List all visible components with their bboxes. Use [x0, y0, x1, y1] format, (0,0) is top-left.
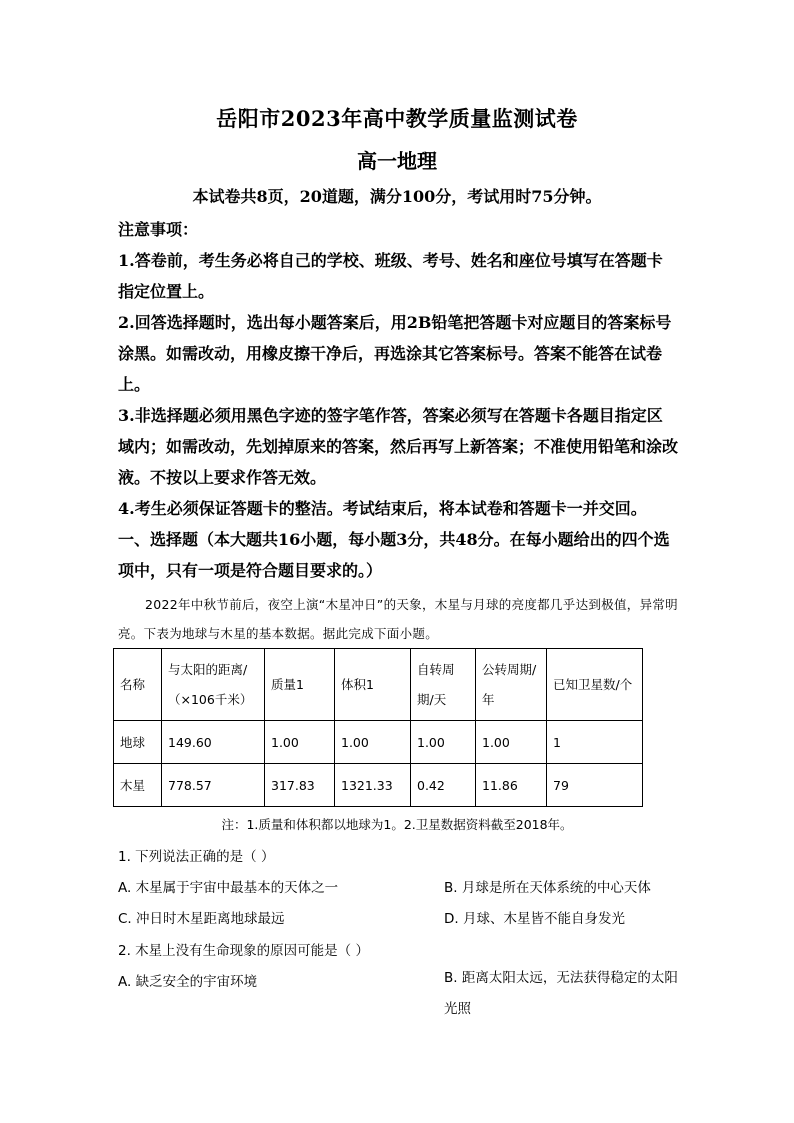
- exam-title: 岳阳市2023年高中教学质量监测试卷: [216, 106, 578, 131]
- reading-passage: 2022年中秋节前后，夜空上演“木星冲日”的天象，木星与月球的亮度都几乎达到极值，异常明亮。下表为地球与木星的基本数据。据此完成下面小题。: [118, 597, 678, 641]
- table-cell: 79: [547, 764, 643, 807]
- instruction-item: 2.回答选择题时，选出每小题答案后，用2B铅笔把答题卡对应题目的答案标号涂黑。如需改动，用橡皮擦干净后，再选涂其它答案标号。答案不能答在试卷上。: [118, 313, 672, 394]
- table-cell: 1: [547, 721, 643, 764]
- planet-data-table: [113, 648, 643, 807]
- table-cell: 1321.33: [335, 764, 411, 807]
- table-row: [114, 764, 643, 807]
- table-row: [114, 721, 643, 764]
- question-2-stem: 2. 木星上没有生命现象的原因可能是（ ）: [118, 943, 369, 959]
- table-cell: 1.00: [411, 721, 476, 764]
- table-header-cell: 名称: [114, 649, 162, 721]
- instruction-item: 4.考生必须保证答题卡的整洁。考试结束后，将本试卷和答题卡一并交回。: [118, 499, 647, 518]
- question-1-option-b: B. 月球是所在天体系统的中心天体: [444, 880, 651, 896]
- instructions-heading: 注意事项：: [118, 220, 199, 239]
- table-header-cell: 公转周期/年: [476, 649, 547, 721]
- question-2-option-b: B. 距离太阳太远，无法获得稳定的太阳光照: [444, 970, 678, 1017]
- table-header-cell: 自转周期/天: [411, 649, 476, 721]
- instruction-item: 1.答卷前，考生务必将自己的学校、班级、考号、姓名和座位号填写在答题卡指定位置上。: [118, 251, 663, 301]
- table-header-cell: 已知卫星数/个: [547, 649, 643, 721]
- table-cell: 地球: [114, 721, 162, 764]
- table-cell: 11.86: [476, 764, 547, 807]
- table-cell: 木星: [114, 764, 162, 807]
- question-1-stem: 1. 下列说法正确的是（ ）: [118, 849, 275, 865]
- table-cell: 1.00: [265, 721, 335, 764]
- section-heading: 一、选择题（本大题共16小题，每小题3分，共48分。在每小题给出的四个选项中，只有一项是符合题目要求的。）: [118, 530, 670, 580]
- question-1-option-d: D. 月球、木星皆不能自身发光: [444, 911, 625, 927]
- table-note: 注：1.质量和体积都以地球为1。2.卫星数据资料截至2018年。: [221, 817, 573, 832]
- table-cell: 778.57: [162, 764, 265, 807]
- table-cell: 1.00: [335, 721, 411, 764]
- table-header-cell: 质量1: [265, 649, 335, 721]
- instructions: [118, 214, 678, 586]
- instruction-item: 3.非选择题必须用黑色字迹的签字笔作答，答案必须写在答题卡各题目指定区域内；如需改动，先划掉原来的答案，然后再写上新答案；不准使用铅笔和涂改液。不按以上要求作答无效。: [118, 406, 679, 487]
- table-header-cell: 体积1: [335, 649, 411, 721]
- question-1-option-a: A. 木星属于宇宙中最基本的天体之一: [118, 880, 339, 896]
- exam-subtitle: 高一地理: [357, 149, 437, 173]
- exam-intro: 本试卷共8页，20道题，满分100分，考试用时75分钟。: [192, 187, 602, 206]
- question-1-option-c: C. 冲日时木星距离地球最远: [118, 911, 285, 927]
- question-2-option-a: A. 缺乏安全的宇宙环境: [118, 974, 258, 990]
- table-header-row: [114, 649, 643, 721]
- table-cell: 1.00: [476, 721, 547, 764]
- table-cell: 0.42: [411, 764, 476, 807]
- table-header-cell: 与太阳的距离/（×106千米）: [162, 649, 265, 721]
- table-cell: 317.83: [265, 764, 335, 807]
- table-cell: 149.60: [162, 721, 265, 764]
